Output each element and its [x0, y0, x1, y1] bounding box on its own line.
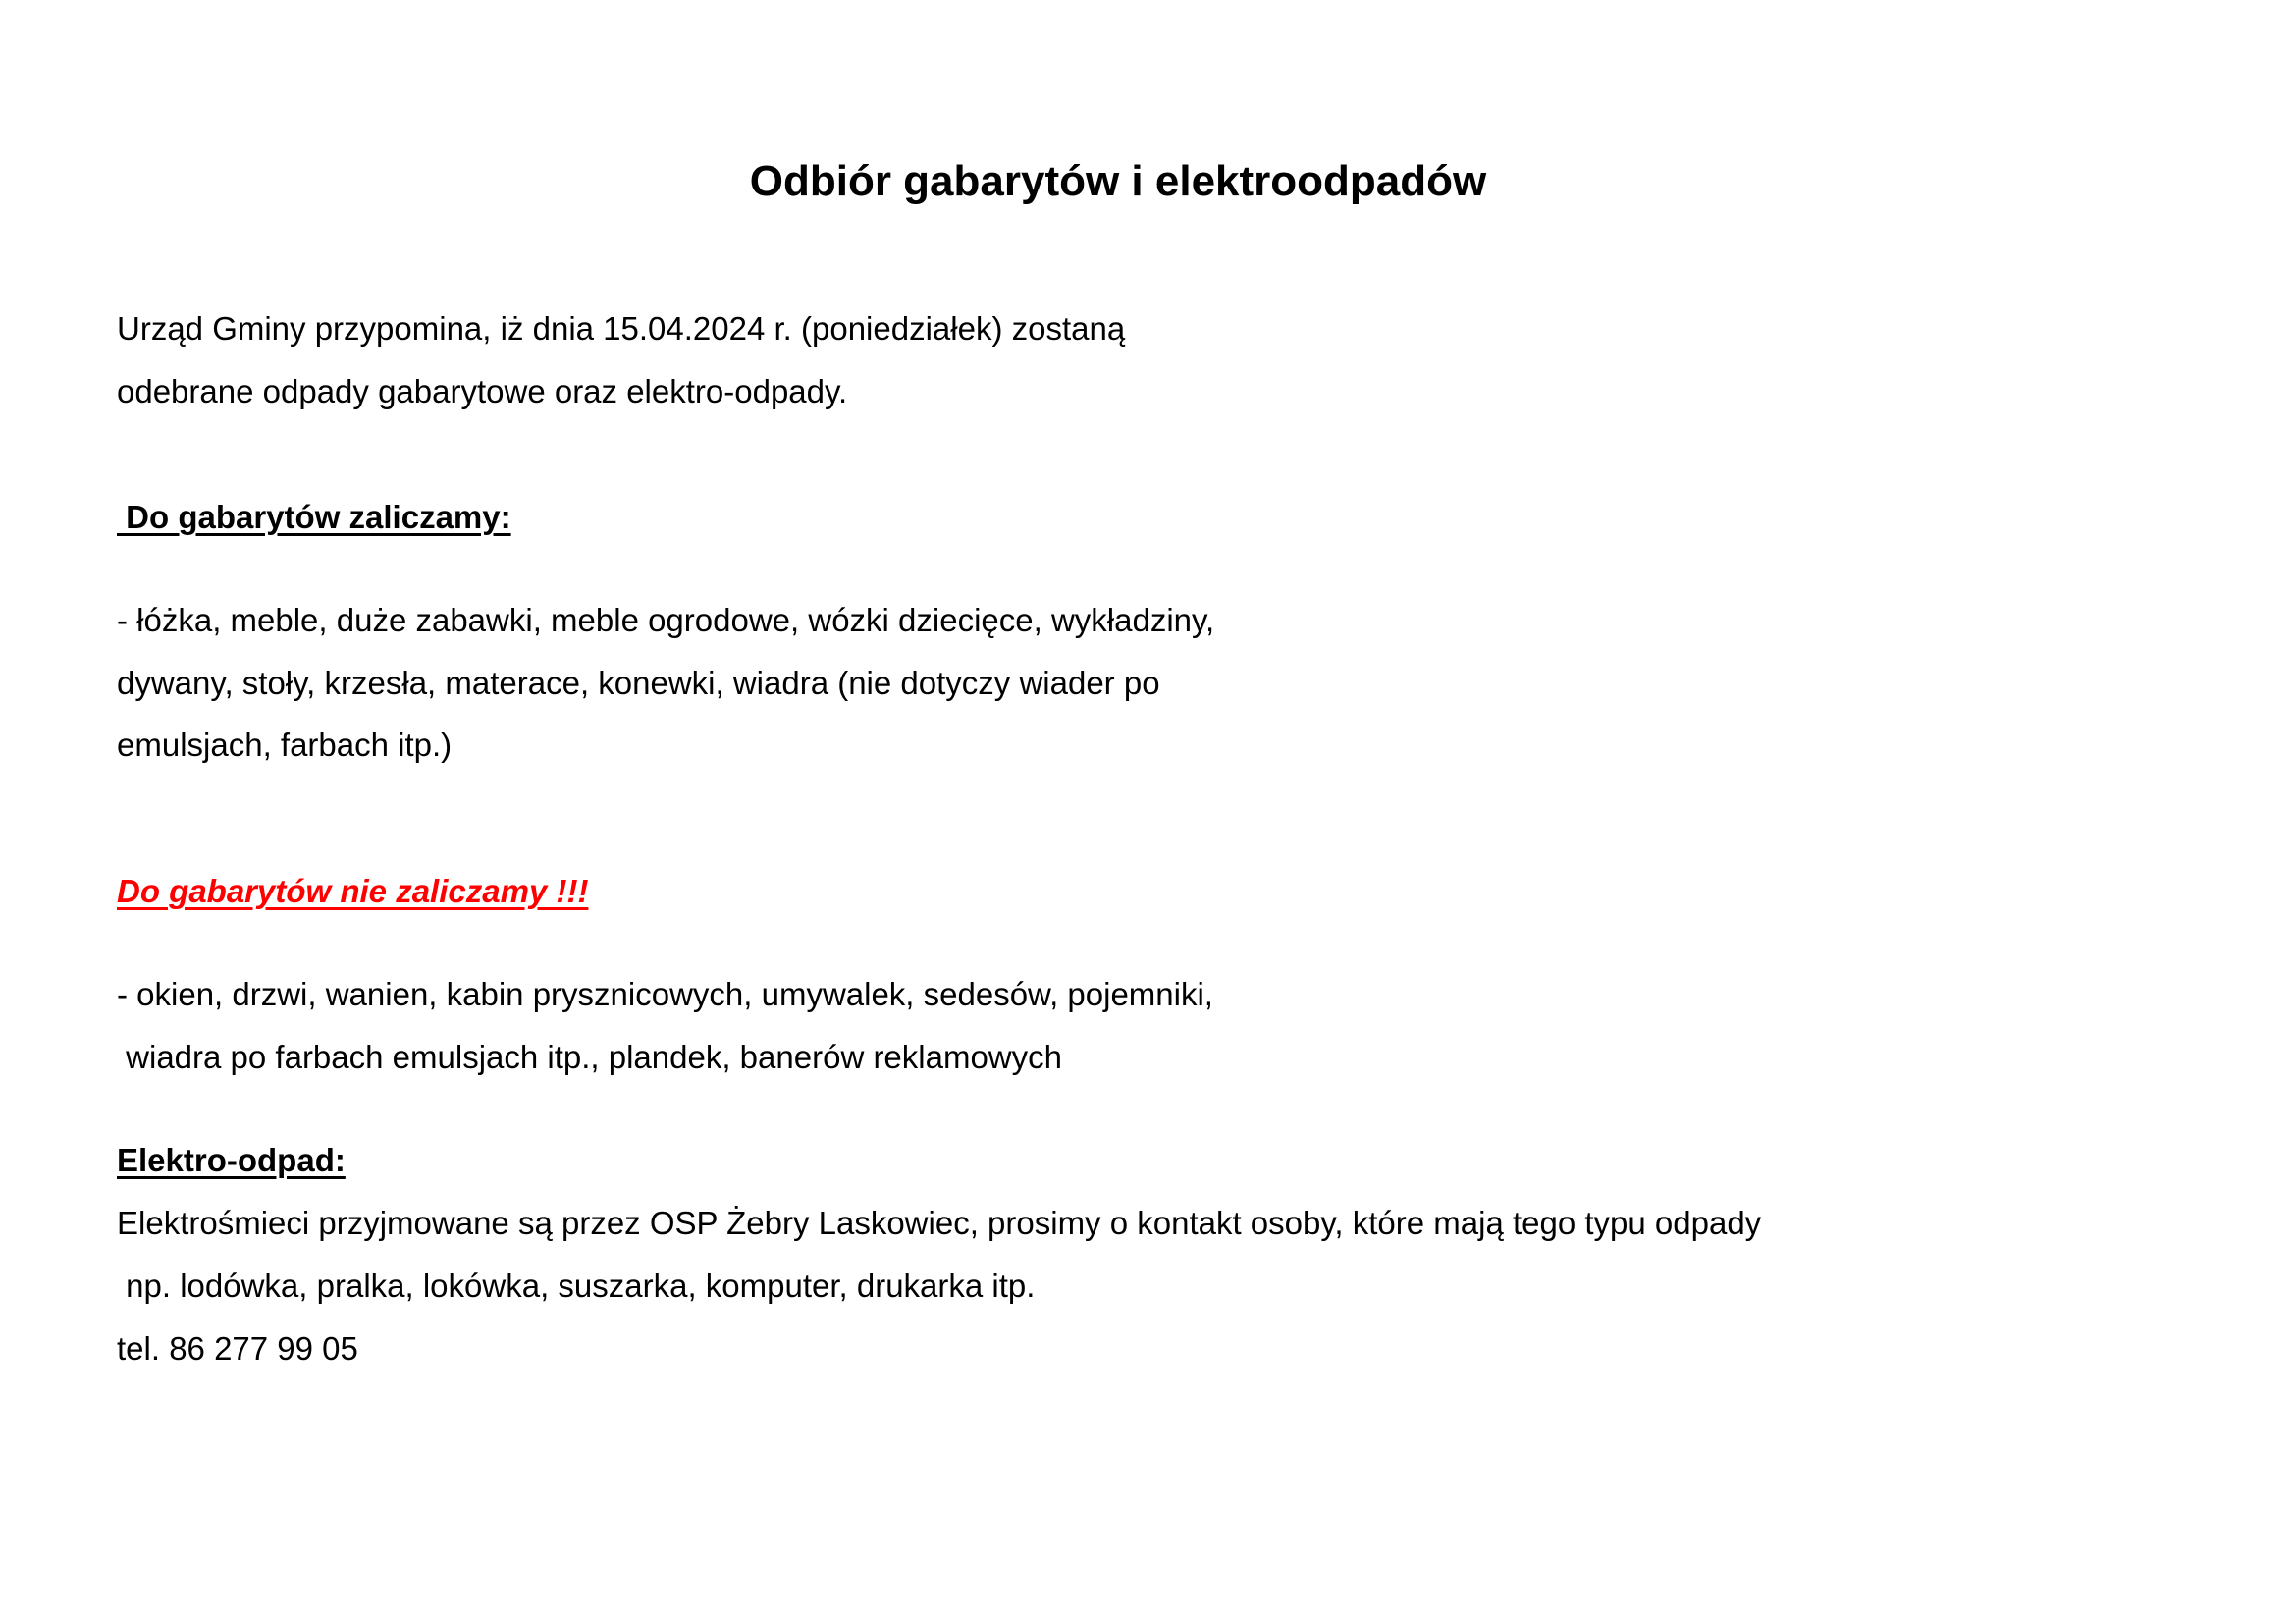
- included-line-1: - łóżka, meble, duże zabawki, meble ogrodowe, wózki dziecięce, wykładziny,: [117, 602, 1215, 638]
- electro-heading: Elektro-odpad:: [117, 1142, 346, 1178]
- intro-line-2: odebrane odpady gabarytowe oraz elektro-odpady.: [117, 373, 848, 409]
- excluded-line-1: - okien, drzwi, wanien, kabin prysznicowych, umywalek, sedesów, pojemniki,: [117, 976, 1213, 1012]
- electro-line-1: Elektrośmieci przyjmowane są przez OSP Żebry Laskowiec, prosimy o kontakt osoby, które mają tego typu odpady: [117, 1205, 1762, 1241]
- included-heading: Do gabarytów zaliczamy:: [117, 499, 511, 535]
- excluded-heading: Do gabarytów nie zaliczamy !!!: [117, 873, 589, 909]
- intro-line-1: Urząd Gminy przypomina, iż dnia 15.04.2024 r. (poniedziałek) zostaną: [117, 310, 1126, 347]
- included-line-2: dywany, stoły, krzesła, materace, konewki, wiadra (nie dotyczy wiader po: [117, 665, 1160, 701]
- included-line-3: emulsjach, farbach itp.): [117, 727, 453, 763]
- electro-phone: tel. 86 277 99 05: [117, 1330, 358, 1367]
- electro-line-2: np. lodówka, pralka, lokówka, suszarka, komputer, drukarka itp.: [117, 1268, 1036, 1304]
- page-title: Odbiór gabarytów i elektroodpadów: [749, 157, 1487, 205]
- excluded-line-2: wiadra po farbach emulsjach itp., plandek, banerów reklamowych: [117, 1039, 1062, 1075]
